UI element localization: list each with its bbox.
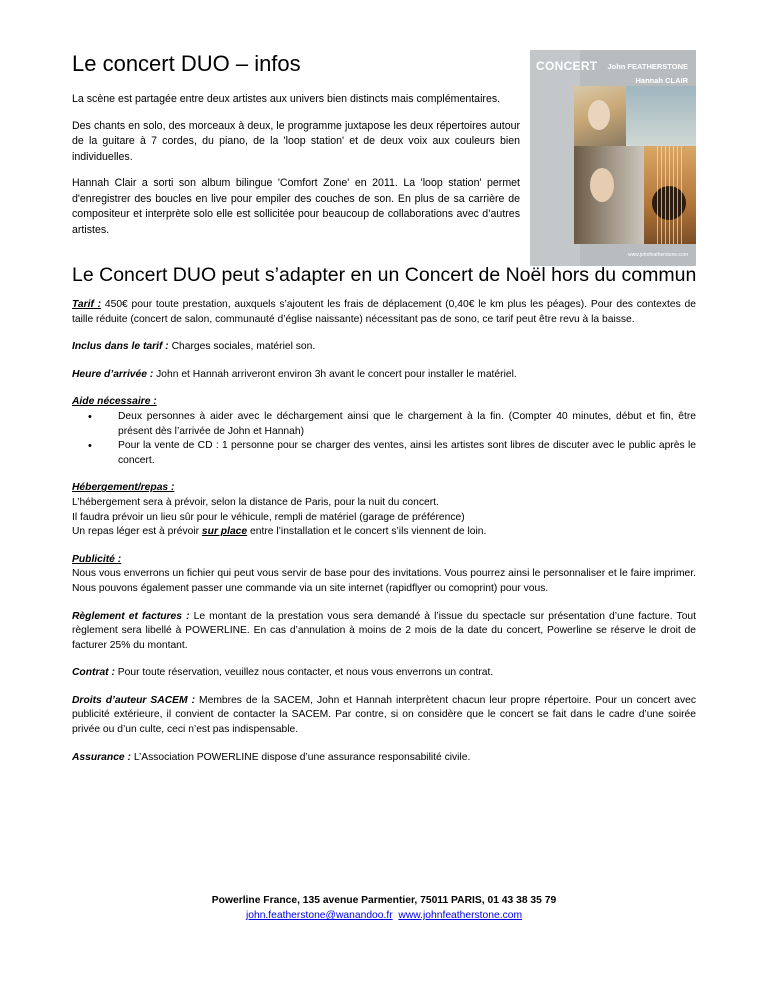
- intro-paragraph-3: Hannah Clair a sorti son album bilingue 'Comfort Zone' en 2011. La 'loop station' permet d'enregistrer des boucles en live pour empiler des couches de son. En plus de sa carrière de compositeur et interprète solo elle est sollicitée pour beaucoup de collaborations avec d’autres artistes.: [72, 177, 520, 236]
- tarif-text: 450€ pour toute prestation, auxquels s’ajoutent les frais de déplacement (0,40€ le km plus les péages). Pour des contextes de taille réduite (concert de salon, communauté d’église naissante) nécessitant pas de sono, ce tarif peut être revu à la baisse.: [72, 299, 696, 325]
- reglement-label: Règlement et factures :: [72, 610, 190, 622]
- hebergement-paragraph: [72, 481, 696, 539]
- hebergement-line-3-end: entre l’installation et le concert s’ils viennent de loin.: [247, 526, 487, 538]
- publicite-label: Publicité :: [72, 553, 122, 565]
- main-heading: Le Concert DUO peut s’adapter en un Concert de Noël hors du commun: [72, 264, 697, 286]
- bullet-icon: •: [88, 410, 92, 423]
- cover-photo-guitar: [644, 146, 696, 244]
- aide-label: Aide nécessaire :: [72, 396, 157, 408]
- assurance-label: Assurance :: [72, 751, 131, 763]
- assurance-paragraph: [72, 751, 696, 766]
- footer-links: [0, 908, 768, 923]
- face-shape: [590, 168, 614, 202]
- email-link[interactable]: john.featherstone@wanandoo.fr: [245, 910, 393, 921]
- droits-text: Membres de la SACEM, John et Hannah interprètent chacun leur propre répertoire. Pour un concert avec publicité extérieure, il convient de contacter la SACEM. Par contre, si on considère que le concert se fait dans le cadre d’une soirée privée ou d’un culte, ceci n’est pas indispensable.: [72, 694, 696, 736]
- droits-label: Droits d’auteur SACEM :: [72, 694, 196, 706]
- reglement-text: Le montant de la prestation vous sera demandé à l’issue du spectacle sur présentation d’une facture. Tout règlement sera libellé à POWERLINE. En cas d’annulation à moins de 2 mois de la date du concert, Powerline se réserve le droit de facturer 25% du montant.: [72, 610, 697, 651]
- list-item-text: Pour la vente de CD : 1 personne pour se charger des ventes, ainsi les artistes sont libres de discuter avec le public après le concert.: [118, 440, 696, 466]
- intro-title: Le concert DUO – infos: [72, 51, 301, 76]
- inclus-paragraph: [72, 340, 696, 355]
- publicite-paragraph: [72, 553, 696, 597]
- hebergement-line-3-start: Un repas léger est à prévoir: [72, 526, 202, 538]
- contrat-paragraph: [72, 666, 696, 681]
- publicite-text: Nous vous enverrons un fichier qui peut vous servir de base pour des invitations. Vous pourrez ainsi le personnaliser et le faire imprimer. Nous pouvons également passer une commande via un site internet (rapidflyer ou comoprint) pour vous.: [72, 568, 696, 594]
- hebergement-line-2: Il faudra prévoir un lieu sûr pour le véhicule, rempli de matériel (garage de préférence): [72, 511, 465, 523]
- intro-section: [72, 50, 520, 249]
- intro-paragraph-1: La scène est partagée entre deux artistes aux univers bien distincts mais complémentaires.: [72, 93, 501, 105]
- list-item: [72, 410, 696, 439]
- cover-title: CONCERT: [536, 59, 598, 73]
- face-shape: [588, 100, 610, 130]
- guitar-strings: [654, 146, 682, 244]
- assurance-text: L’Association POWERLINE dispose d’une assurance responsabilité civile.: [130, 751, 471, 763]
- tarif-label: Tarif :: [72, 299, 102, 310]
- contrat-label: Contrat :: [72, 667, 115, 679]
- hebergement-line-3: [72, 525, 696, 540]
- album-cover-image: [530, 50, 696, 266]
- list-item-text: Deux personnes à aider avec le déchargement ainsi que le chargement à la fin. (Compter 40 minutes, début et fin, être présent dès l’arrivée de John et Hannah): [118, 410, 696, 437]
- hebergement-label: Hébergement/repas :: [72, 482, 175, 494]
- hebergement-emphasis: sur place: [201, 526, 248, 538]
- inclus-text: Charges sociales, matériel son.: [168, 341, 316, 353]
- cover-band: [530, 50, 580, 266]
- cover-artist-1: John FEATHERSTONE: [607, 62, 688, 71]
- cover-artist-2: Hannah CLAIR: [635, 76, 688, 85]
- reglement-paragraph: [72, 610, 696, 654]
- cover-photo-john: [574, 146, 644, 244]
- droits-paragraph: [72, 694, 696, 738]
- heure-label: Heure d’arrivée :: [72, 368, 154, 380]
- website-link[interactable]: www.johnfeatherstone.com: [398, 910, 523, 921]
- heure-paragraph: [72, 368, 696, 383]
- hebergement-line-1: L’hébergement sera à prévoir, selon la distance de Paris, pour la nuit du concert.: [72, 496, 439, 508]
- contrat-text: Pour toute réservation, veuillez nous contacter, et nous vous enverrons un contrat.: [114, 667, 494, 679]
- cover-url: www.johnfeatherstone.com: [627, 252, 688, 258]
- list-item: [72, 439, 696, 468]
- aide-list: [72, 410, 696, 468]
- cover-photo-hannah: [574, 86, 626, 146]
- footer: [0, 893, 768, 923]
- main-section: [72, 262, 696, 778]
- intro-paragraph-2: Des chants en solo, des morceaux à deux, le programme juxtapose les deux répertoires autour de la guitare à 7 cordes, du piano, de la 'loop station' et de deux voix aux couleurs bien individuelles.: [72, 119, 520, 163]
- footer-address: Powerline France, 135 avenue Parmentier, 75011 PARIS, 01 43 38 35 79: [211, 895, 557, 906]
- inclus-label: Inclus dans le tarif :: [72, 341, 169, 353]
- heure-text: John et Hannah arriveront environ 3h avant le concert pour installer le matériel.: [153, 368, 517, 380]
- bullet-icon: •: [88, 440, 92, 453]
- aide-paragraph: [72, 395, 696, 468]
- cover-photo-sky: [626, 86, 696, 146]
- tarif-paragraph: [72, 298, 696, 327]
